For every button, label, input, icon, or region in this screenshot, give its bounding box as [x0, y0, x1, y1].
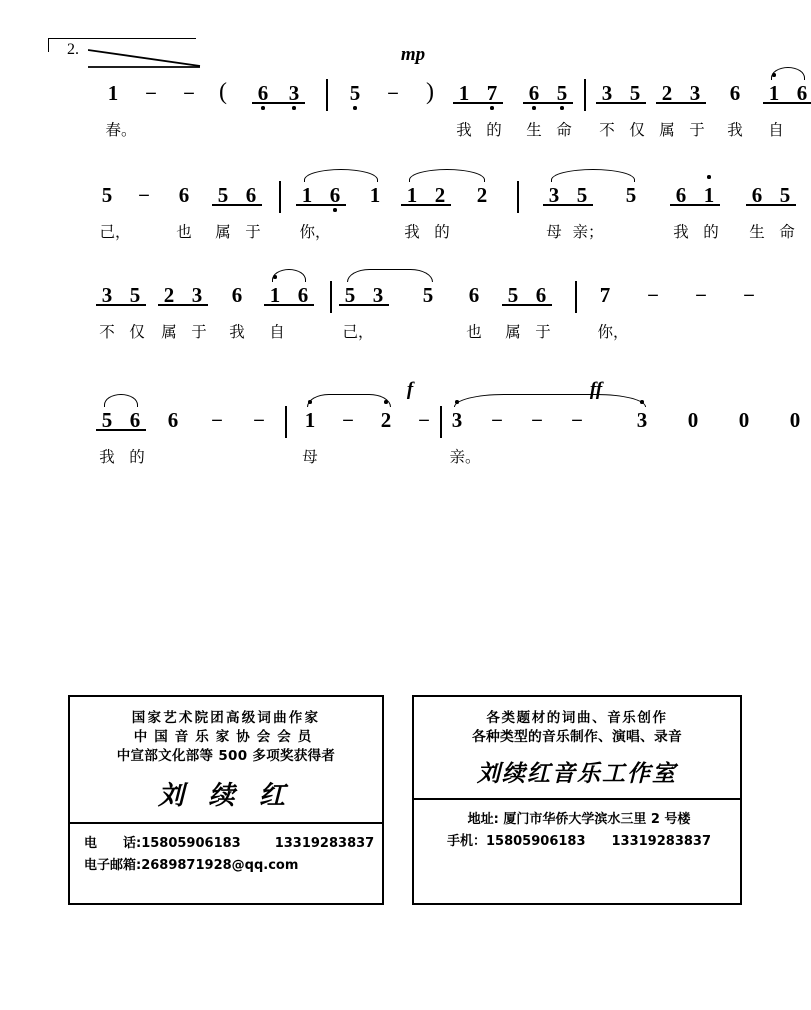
lyric-syllable: 的 [434, 223, 450, 241]
note-number: 2 [163, 283, 175, 307]
lyric-syllable: 属 [659, 121, 675, 139]
duration-dash: – [648, 284, 658, 305]
lyric-syllable: 我 [404, 223, 420, 241]
note-number: 6 [245, 183, 257, 207]
lyric-syllable: 属 [505, 323, 521, 341]
note-number: 6 [796, 81, 808, 105]
octave-down-dot-icon [333, 208, 337, 212]
lyric-syllable: 生 [526, 121, 542, 139]
lyric-syllable: 也 [176, 223, 192, 241]
note-number: 2 [661, 81, 673, 105]
lyric-syllable: 于 [535, 323, 551, 341]
octave-up-dot-icon [308, 400, 312, 404]
phone-line [84, 833, 375, 855]
lyric-syllable: 自 [269, 323, 285, 341]
note-number: 1 [458, 81, 470, 105]
phone-label: 电 话: [84, 836, 142, 851]
octave-down-dot-icon [560, 106, 564, 110]
studio-business-card [412, 695, 742, 905]
lyric-syllable: 亲； [572, 223, 604, 241]
note-number: 6 [675, 183, 687, 207]
barline [517, 181, 519, 213]
note-number: 6 [751, 183, 763, 207]
note-number: 6 [231, 283, 243, 307]
note-number: 5 [422, 283, 434, 307]
card-right-top [414, 697, 740, 798]
composer-signature: 刘 续 红 [157, 781, 294, 810]
duration-dash: – [492, 409, 502, 430]
octave-up-dot-icon [707, 175, 711, 179]
studio-signature: 刘续红音乐工作室 [477, 761, 677, 786]
mobile-secondary: 13319283837 [611, 834, 711, 849]
note-number: 6 [258, 80, 269, 106]
lyric-syllable: 也 [466, 323, 482, 341]
composer-business-card [68, 695, 384, 905]
slur [272, 269, 306, 282]
note-number: 3 [452, 407, 463, 433]
octave-up-dot-icon [640, 400, 644, 404]
slur [304, 169, 378, 182]
card-left-bottom [70, 824, 382, 883]
lyric-syllable: 于 [689, 121, 705, 139]
note-number: 6 [297, 283, 309, 307]
note-number: 1 [270, 282, 281, 308]
note-number: 1 [406, 183, 418, 207]
slur [347, 269, 433, 282]
note-number: 6 [167, 408, 179, 432]
note-number: 3 [372, 283, 384, 307]
octave-up-dot-icon [273, 275, 277, 279]
email-line [84, 855, 372, 877]
email-value: 2689871928@qq.com [141, 858, 299, 873]
duration-dash: – [254, 409, 264, 430]
lyric-syllable: 己， [342, 323, 374, 341]
note-number: 6 [529, 80, 540, 106]
note-number: 1 [107, 81, 119, 105]
staff-line-4 [45, 407, 801, 477]
octave-down-dot-icon [353, 106, 357, 110]
credit-line-3: 中宣部文化部等 500 多项奖获得者 [116, 748, 336, 764]
lyric-syllable: 属 [215, 223, 231, 241]
musical-score [0, 0, 811, 500]
address-value: 厦门市华侨大学滨水三里 2 号楼 [503, 812, 691, 827]
note-number: 1 [769, 80, 780, 106]
duration-dash: – [572, 409, 582, 430]
note-number: 1 [305, 407, 316, 433]
note-number: 3 [601, 81, 613, 105]
credit-line-1: 国家艺术院团高级词曲作家 [131, 710, 321, 726]
dynamic-mark-ff: ff [589, 379, 603, 400]
note-number: 2 [476, 183, 488, 207]
barline [279, 181, 281, 213]
note-number: 6 [468, 283, 480, 307]
lyric-syllable: 我 [673, 223, 689, 241]
lyric-syllable: 你， [299, 223, 331, 241]
lyric-syllable: 母 [302, 448, 318, 466]
lyric-syllable: 我 [727, 121, 743, 139]
parenthesis: ) [426, 79, 434, 105]
note-number: 0 [687, 408, 699, 432]
duration-dash: – [146, 82, 156, 103]
lyric-syllable: 亲。 [449, 448, 481, 466]
lyric-syllable: 的 [129, 448, 145, 466]
lyrics-row [45, 222, 795, 252]
dynamic-mark-f: f [406, 379, 414, 400]
slur [771, 67, 805, 80]
duration-dash: – [744, 284, 754, 305]
note-number: 6 [330, 182, 341, 208]
lyric-syllable: 命 [556, 121, 572, 139]
note-number: 5 [507, 283, 519, 307]
note-number: 3 [191, 283, 203, 307]
lyric-syllable: 命 [779, 223, 795, 241]
note-number: 5 [101, 183, 113, 207]
lyric-syllable: 的 [703, 223, 719, 241]
octave-down-dot-icon [292, 106, 296, 110]
business-cards [0, 695, 811, 910]
parenthesis: ( [219, 79, 227, 105]
duration-dash: – [696, 284, 706, 305]
volta-label: 2. [67, 41, 79, 58]
note-number: 5 [625, 183, 637, 207]
address-label: 地址: [467, 812, 499, 827]
duration-dash: – [388, 82, 398, 103]
note-number: 3 [548, 183, 560, 207]
note-number: 0 [789, 408, 801, 432]
note-number: 5 [217, 183, 229, 207]
note-number: 2 [434, 183, 446, 207]
lyric-syllable: 自 [768, 121, 784, 139]
duration-dash: – [532, 409, 542, 430]
note-number: 1 [369, 183, 381, 207]
note-number: 3 [637, 407, 648, 433]
barline [440, 406, 442, 438]
lyrics-row [45, 447, 770, 477]
notes-row [45, 79, 808, 120]
duration-dash: – [212, 409, 222, 430]
email-label: 电子邮箱: [84, 858, 142, 873]
note-number: 5 [350, 80, 361, 106]
lyric-syllable: 不 [599, 121, 615, 139]
lyrics-row [45, 322, 770, 352]
address-line [428, 809, 730, 831]
lyric-syllable: 仅 [629, 121, 645, 139]
duration-dash: – [419, 409, 429, 430]
octave-up-dot-icon [455, 400, 459, 404]
octave-down-dot-icon [532, 106, 536, 110]
lyric-syllable: 我 [229, 323, 245, 341]
slur [104, 394, 138, 407]
note-number: 5 [779, 183, 791, 207]
note-number: 6 [129, 408, 141, 432]
note-number: 5 [129, 283, 141, 307]
mobile-line [428, 831, 730, 853]
lyric-syllable: 我 [456, 121, 472, 139]
note-number: 7 [599, 283, 611, 307]
staff-line-2 [45, 182, 795, 252]
duration-dash: – [343, 409, 353, 430]
card-left-top [70, 697, 382, 822]
diminuendo-hairpin [88, 48, 202, 70]
service-line-1: 各类题材的词曲、音乐创作 [486, 710, 668, 726]
mobile-primary: 15805906183 [486, 834, 586, 849]
barline [584, 79, 586, 111]
note-number: 3 [289, 80, 300, 106]
octave-down-dot-icon [490, 106, 494, 110]
slur [307, 394, 391, 407]
note-number: 6 [729, 81, 741, 105]
notes-row [45, 407, 801, 447]
note-number: 5 [576, 183, 588, 207]
lyric-syllable: 己， [99, 223, 131, 241]
service-line-2: 各种类型的音乐制作、演唱、录音 [472, 729, 682, 745]
note-number: 3 [689, 81, 701, 105]
slur [551, 169, 635, 182]
note-number: 0 [738, 408, 750, 432]
card-right-bottom [414, 800, 740, 859]
note-number: 6 [535, 283, 547, 307]
note-number: 5 [101, 408, 113, 432]
lyric-syllable: 于 [191, 323, 207, 341]
lyric-syllable: 你， [597, 323, 629, 341]
note-number: 5 [557, 80, 568, 106]
phone-primary: 15805906183 [141, 836, 241, 851]
lyric-syllable: 母 [546, 223, 562, 241]
lyric-syllable: 生 [749, 223, 765, 241]
lyric-syllable: 仅 [129, 323, 145, 341]
dynamic-mark-mp: mp [400, 44, 426, 65]
note-number: 3 [101, 283, 113, 307]
duration-dash: – [184, 82, 194, 103]
staff-line-3 [45, 282, 770, 352]
lyric-syllable: 我 [99, 448, 115, 466]
duration-dash: – [139, 184, 149, 205]
barline [330, 281, 332, 313]
lyrics-row [45, 120, 784, 150]
lyric-syllable: 春。 [105, 121, 137, 139]
note-number: 5 [344, 283, 356, 307]
barline [575, 281, 577, 313]
note-number: 2 [381, 407, 392, 433]
mobile-label: 手机： [446, 834, 486, 849]
barline [326, 79, 328, 111]
note-number: 1 [301, 183, 313, 207]
note-number: 1 [704, 182, 715, 208]
octave-up-dot-icon [772, 73, 776, 77]
note-number: 5 [629, 81, 641, 105]
lyric-syllable: 属 [161, 323, 177, 341]
lyric-syllable: 的 [486, 121, 502, 139]
notes-row [45, 182, 791, 222]
barline [285, 406, 287, 438]
slur [409, 169, 485, 182]
notes-row [45, 282, 770, 322]
note-number: 6 [178, 183, 190, 207]
staff-line-1 [45, 79, 808, 150]
phone-secondary: 13319283837 [274, 836, 375, 851]
credit-line-2: 中国音乐家协会会员 [133, 729, 319, 745]
slur [454, 394, 646, 407]
note-number: 7 [487, 80, 498, 106]
lyric-syllable: 不 [99, 323, 115, 341]
octave-down-dot-icon [261, 106, 265, 110]
octave-up-dot-icon [384, 400, 388, 404]
lyric-syllable: 于 [245, 223, 261, 241]
